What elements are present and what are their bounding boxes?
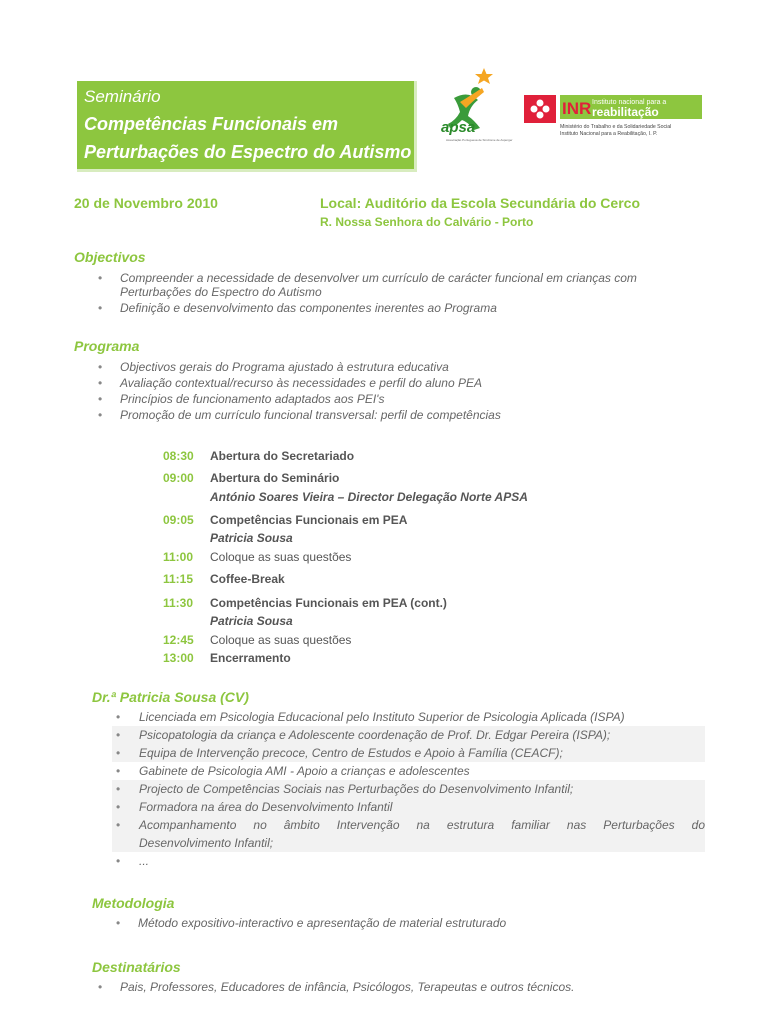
schedule-time: 13:00 — [163, 651, 194, 665]
list-item: • Equipa de Intervenção precoce, Centro de Estudos e Apoio à Família (CEACF); — [112, 744, 705, 762]
schedule-time: 11:15 — [163, 572, 194, 586]
event-date: 20 de Novembro 2010 — [74, 195, 218, 211]
inr-sub-1: Ministério do Trabalho e da Solidariedade Social — [560, 124, 672, 130]
inr-line-1: Instituto nacional para a — [592, 99, 667, 106]
destinatarios-list — [94, 980, 734, 996]
schedule-time: 09:05 — [163, 513, 194, 527]
schedule-desc: Competências Funcionais em PEA (cont.) — [210, 596, 447, 610]
list-item: • ... — [112, 852, 705, 870]
cv-heading: Dr.ª Patricia Sousa (CV) — [92, 689, 249, 705]
list-item: • Projecto de Competências Sociais nas Perturbações do Desenvolvimento Infantil; — [112, 780, 705, 798]
list-item-continuation — [112, 834, 705, 852]
schedule-desc: Abertura do Seminário — [210, 471, 340, 485]
list-item: • Psicopatologia da criança e Adolescente coordenação de Prof. Dr. Edgar Pereira (ISPA); — [112, 726, 705, 744]
metodologia-list — [112, 916, 712, 932]
list-item: • Método expositivo-interactivo e apresentação de material estruturado — [112, 916, 712, 930]
programa-heading: Programa — [74, 338, 140, 354]
apsa-logo-subtitle: Associação Portuguesa de Síndrome de Asperger — [446, 138, 513, 142]
event-address: R. Nossa Senhora do Calvário - Porto — [320, 215, 534, 229]
inr-abbr: INR — [562, 99, 592, 118]
schedule-time: 09:00 — [163, 471, 194, 485]
schedule-desc: Coloque as suas questões — [210, 633, 352, 647]
schedule-time: 12:45 — [163, 633, 194, 647]
schedule-time: 11:30 — [163, 596, 194, 610]
schedule-speaker: Patricia Sousa — [210, 531, 293, 545]
schedule-desc: Coloque as suas questões — [210, 550, 352, 564]
list-item: • Formadora na área do Desenvolvimento Infantil — [112, 798, 705, 816]
objectivos-list — [94, 271, 694, 317]
seminar-banner — [77, 81, 417, 172]
programa-list — [94, 360, 694, 424]
schedule-desc: Encerramento — [210, 651, 291, 665]
list-item: • Gabinete de Psicologia AMI - Apoio a crianças e adolescentes — [112, 762, 705, 780]
schedule-desc: Coffee-Break — [210, 572, 285, 586]
list-item-continuation-text: Desenvolvimento Infantil; — [139, 836, 274, 850]
list-item: • Compreender a necessidade de desenvolver um currículo de carácter funcional em crianças com Perturbações do Espectro do Autismo — [94, 271, 694, 299]
metodologia-heading: Metodologia — [92, 895, 175, 911]
list-item: • Avaliação contextual/recurso às necessidades e perfil do aluno PEA — [94, 376, 694, 390]
list-item: • Princípios de funcionamento adaptados aos PEI's — [94, 392, 694, 406]
schedule-time: 11:00 — [163, 550, 194, 564]
cv-list — [112, 708, 705, 870]
event-location: Local: Auditório da Escola Secundária do Cerco — [320, 195, 640, 211]
schedule-desc: Competências Funcionais em PEA — [210, 513, 408, 527]
list-item: • Promoção de um currículo funcional transversal: perfil de competências — [94, 408, 694, 422]
schedule-speaker: António Soares Vieira – Director Delegação Norte APSA — [210, 490, 528, 504]
inr-logo — [524, 94, 702, 144]
objectivos-heading: Objectivos — [74, 249, 146, 265]
apsa-logo — [440, 66, 513, 156]
list-item: • Licenciada em Psicologia Educacional pelo Instituto Superior de Psicologia Aplicada (ISPA) — [112, 708, 705, 726]
list-item: • Definição e desenvolvimento das componentes inerentes ao Programa — [94, 301, 694, 315]
list-item: • Acompanhamento no âmbito Intervenção na estrutura familiar nas Perturbações do — [112, 816, 705, 834]
list-item: • Pais, Professores, Educadores de infância, Psicólogos, Terapeutas e outros técnicos. — [94, 980, 734, 994]
destinatarios-heading: Destinatários — [92, 959, 181, 975]
schedule-desc: Abertura do Secretariado — [210, 449, 355, 463]
schedule-speaker: Patricia Sousa — [210, 614, 293, 628]
schedule-time: 08:30 — [163, 449, 194, 463]
star-icon — [475, 68, 493, 84]
banner-title-line-1: Competências Funcionais em — [84, 114, 339, 134]
banner-title-line-2: Perturbações do Espectro do Autismo — [84, 142, 412, 162]
apsa-logo-text: apsa — [441, 119, 476, 136]
inr-line-2: reabilitação — [592, 105, 659, 119]
inr-sub-2: Instituto Nacional para a Reabilitação, I. P. — [560, 131, 658, 137]
list-item: • Objectivos gerais do Programa ajustado à estrutura educativa — [94, 360, 694, 374]
banner-kicker: Seminário — [84, 87, 161, 106]
